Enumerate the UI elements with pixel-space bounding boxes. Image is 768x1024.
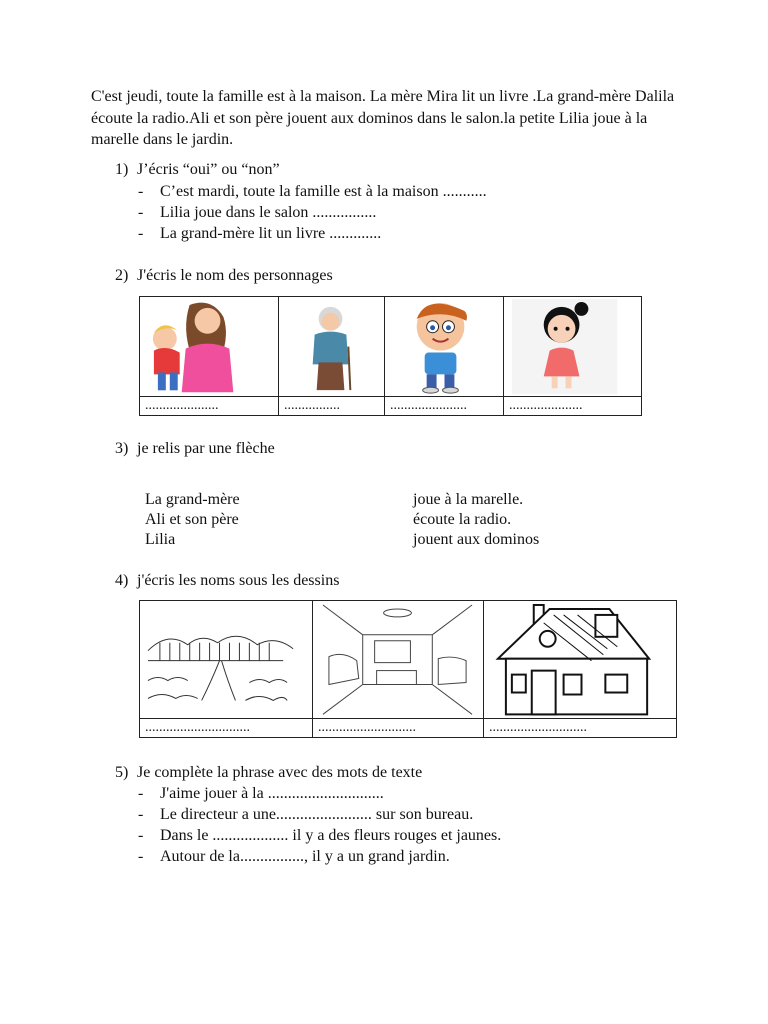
living-room-image [313,601,483,718]
q1-item: - La grand-mère lit un livre ............. [138,225,382,242]
boy-picture-cell [385,297,504,397]
grandmother-image [279,297,384,396]
match-left-1[interactable]: La grand-mère [145,491,240,508]
question-5-title: 5) Je complète la phrase avec des mots de texte [115,764,423,781]
girl-picture-cell [504,297,642,397]
q5-item: - J'aime jouer à la ............................. [138,785,384,802]
q1-item: - C’est mardi, toute la famille est à la maison ........... [138,183,487,200]
house-image [484,601,676,718]
places-table [139,600,677,738]
question-4-title: 4) j'écris les noms sous les dessins [115,572,340,589]
q5-item: - Autour de la................, il y a un grand jardin. [138,848,450,865]
match-right-1[interactable]: joue à la marelle. [413,491,524,508]
q5-item: - Dans le ................... il y a des fleurs rouges et jaunes. [138,827,502,844]
question-3-title: 3) je relis par une flèche [115,440,275,457]
question-2-title: 2) J'écris le nom des personnages [115,267,333,284]
boy-image [385,297,503,396]
name-blank-2[interactable]: ................ [279,397,385,416]
mother-picture-cell [140,297,279,397]
garden-image [140,601,312,718]
match-left-3[interactable]: Lilia [145,531,176,548]
q1-item: - Lilia joue dans le salon ................ [138,204,377,221]
living-room-picture-cell [313,601,484,719]
place-blank-1[interactable]: .............................. [140,719,313,738]
name-blank-1[interactable]: ..................... [140,397,279,416]
match-right-2[interactable]: écoute la radio. [413,511,512,528]
characters-table [139,296,642,416]
garden-picture-cell [140,601,313,719]
intro-paragraph: C'est jeudi, toute la famille est à la maison. La mère Mira lit un livre .La grand-mère Dalila écoute la radio.Ali et son père jouent aux dominos dans le salon.la petite Lilia joue à la marelle dans le jardin. [91,88,675,148]
match-left-2[interactable]: Ali et son père [145,511,239,528]
place-blank-2[interactable]: ............................ [313,719,484,738]
house-picture-cell [484,601,677,719]
name-blank-3[interactable]: ...................... [385,397,504,416]
name-blank-4[interactable]: ..................... [504,397,642,416]
place-blank-3[interactable]: ............................ [484,719,677,738]
question-1-title: 1) J’écris “oui” ou “non” [115,161,280,178]
q5-item: - Le directeur a une........................ sur son bureau. [138,806,474,823]
girl-image [504,297,641,396]
mother-and-child-image [140,297,278,396]
match-right-3[interactable]: jouent aux dominos [413,531,540,548]
grandmother-picture-cell [279,297,385,397]
